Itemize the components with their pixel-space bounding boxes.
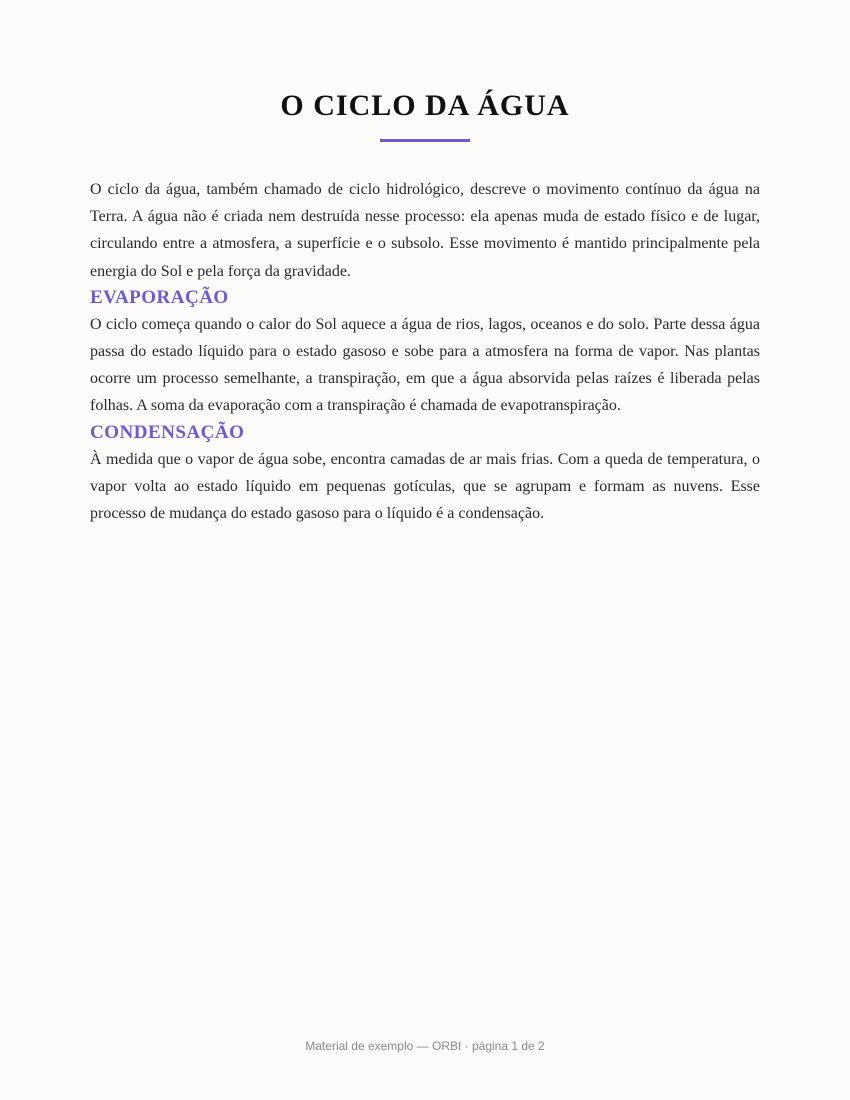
- page-title: O CICLO DA ÁGUA: [280, 89, 570, 122]
- document-body: [90, 176, 760, 527]
- section-heading-condensacao: CONDENSAÇÃO: [90, 421, 245, 443]
- section-text-condensacao: À medida que o vapor de água sobe, encontra camadas de ar mais frias. Com a queda de temperatura, o vapor volta ao estado líquido em pequenas gotículas, que se agrupam e formam as nuvens. Esse processo de mudança do estado gasoso para o líquido é a condensação.: [90, 450, 760, 523]
- section-text-evaporacao: O ciclo começa quando o calor do Sol aquece a água de rios, lagos, oceanos e do solo. Parte dessa água passa do estado líquido para o estado gasoso e sobe para a atmosfera na forma de vapor. Nas plantas ocorre um processo semelhante, a transpiração, em que a água absorvida pelas raízes é liberada pelas folhas. A soma da evaporação com a transpiração é chamada de evapotranspiração.: [90, 315, 760, 415]
- page-footer: Material de exemplo — ORBI · página 1 de 2: [305, 1039, 545, 1053]
- section-heading-evaporacao: EVAPORAÇÃO: [90, 286, 229, 308]
- intro-paragraph: O ciclo da água, também chamado de ciclo hidrológico, descreve o movimento contínuo da água na Terra. A água não é criada nem destruída nesse processo: ela apenas muda de estado físico e de lugar, circulando entre a atmosfera, a superfície e o subsolo. Esse movimento é mantido principalmente pela energia do Sol e pela força da gravidade.: [90, 181, 760, 280]
- title-underline: [380, 139, 470, 142]
